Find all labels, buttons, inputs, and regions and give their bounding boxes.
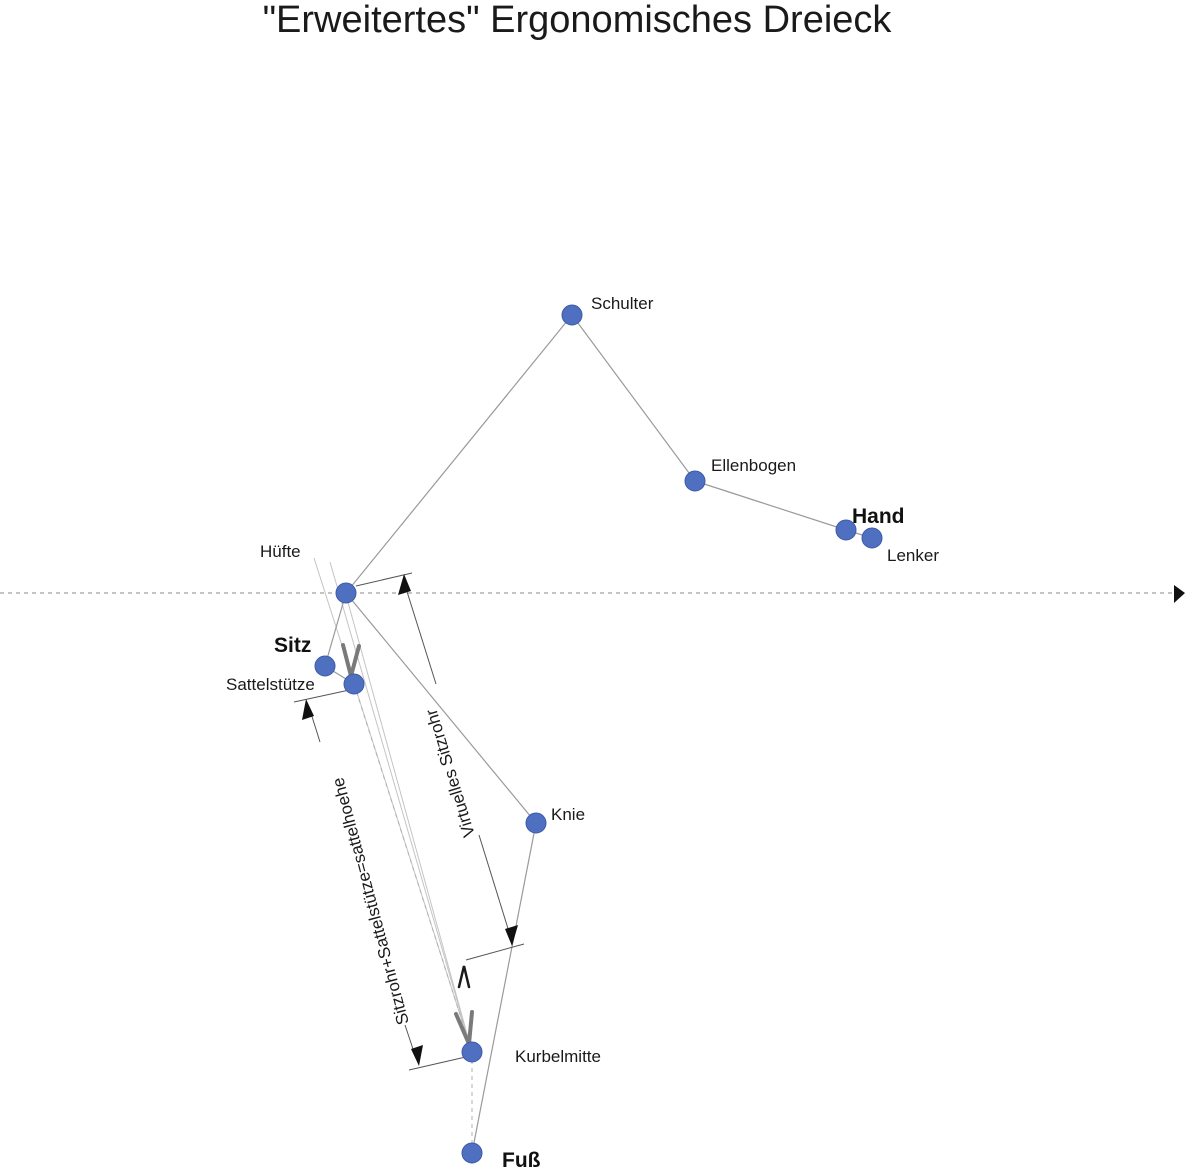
schulter-point: [562, 305, 582, 325]
ellenbogen-point: [685, 471, 705, 491]
seatpost-dashed-line: [354, 684, 472, 1052]
sitz-point: [315, 656, 335, 676]
sitz-label: Sitz: [274, 634, 312, 657]
crank-angle-chevron: [456, 1012, 472, 1044]
virtual-seat-tube-arrowhead-top: [398, 574, 411, 595]
virtual-seat-tube-label: Virtuelles Sitzrohr: [421, 706, 479, 840]
fuss-point: [462, 1143, 482, 1163]
hand-label: Hand: [852, 505, 905, 528]
diagram-title: "Erweitertes" Ergonomisches Dreieck: [262, 0, 892, 41]
knie-label: Knie: [551, 805, 586, 824]
hip-to-seat-line: [325, 593, 346, 666]
fuss-label: Fuß: [502, 1149, 541, 1170]
ellenbogen-label: Ellenbogen: [711, 456, 797, 475]
upper-arm-line: [572, 315, 695, 481]
seat-angle-chevron: [343, 645, 359, 676]
lenker-label: Lenker: [887, 546, 939, 565]
lenker-point: [862, 528, 882, 548]
sattelstuetze-label: Sattelstütze: [226, 675, 315, 694]
sattelstuetze-point: [344, 674, 364, 694]
kurbelmitte-point: [462, 1042, 482, 1062]
shin-line: [472, 823, 536, 1153]
kurbelmitte-label: Kurbelmitte: [515, 1047, 601, 1066]
knie-point: [526, 813, 546, 833]
virtual-seat-tube-extension-bottom: [466, 944, 524, 960]
virtual-seat-tube-arrowhead-bottom: [505, 925, 518, 946]
crank-up-chevron: [459, 966, 469, 987]
torso-line: [346, 315, 572, 593]
thigh-line: [346, 593, 536, 823]
huefte-point: [336, 583, 356, 603]
schulter-label: Schulter: [591, 294, 654, 313]
huefte-label: Hüfte: [260, 542, 301, 561]
seat-tube-guide-inner: [346, 595, 472, 1052]
virtual-seat-tube-dimension-line-lower: [479, 835, 510, 935]
forearm-line: [695, 481, 846, 530]
horizontal-reference-arrowhead: [1174, 585, 1185, 603]
saddle-height-formula-label: Sitzrohr+Sattelstütze=sattelhoehe: [328, 775, 413, 1027]
